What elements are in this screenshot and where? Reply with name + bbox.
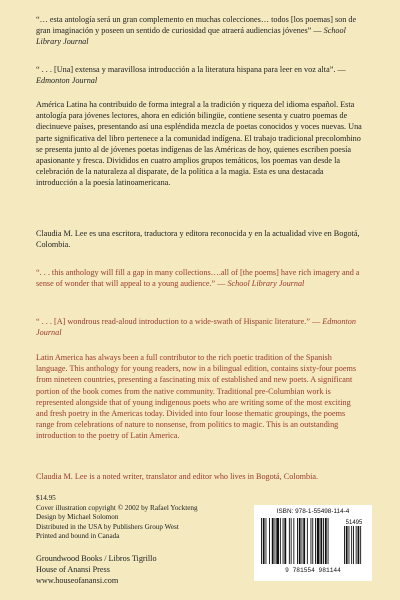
- spanish-description: América Latina ha contribuido de forma integral a la tradición y riqueza del idioma español. Esta antología para jóvenes lectores, ahora en edición bilingüe, contiene sesenta y cuatro poemas de diecinueve países, presentando así una espléndida mezcla de poetas conocidos y voces nuevas. Una parte significativa del libro pertenece a la comunidad indígena. El trabajo tradicional precolombino se presenta junto al de jóvenes poetas indígenas de las Américas de hoy, quienes escriben poesía apasionante y fresca. Divididos en cuatro amplios grupos temáticos, los poemas van desde la celebración de la naturaleza al disparate, de la política a la magia. Esta es una destacada introducción a la poesía latinoamericana.: [36, 100, 362, 188]
- barcode-bar: [272, 518, 274, 564]
- printing-credit: Printed and bound in Canada: [36, 532, 120, 541]
- addon-bar: [353, 526, 354, 564]
- barcode-bar: [312, 518, 313, 564]
- english-description: Latin America has always been a full contributor to the rich poetic tradition of the Spanish language. This anthology for young readers, now in a bilingual edition, contains sixty-four poems from nineteen countries, presenting a fascinating mix of established and new poets. A significant portion of the book comes from the native community. Traditional pre-Columbian work is represented alongside that of young indigenous poets who are writing some of the most exciting and fresh poetry in the Americas today. Divided into four loose thematic groupings, the poems range from celebrations of nature to nonsense, from politics to magic. This is an outstanding introduction to the poetry of Latin America.: [36, 353, 357, 441]
- english-quote-1-source: School Library Journal: [227, 279, 305, 289]
- spanish-quote-2-text: “ . . . [Una] extensa y maravillosa introducción a la literatura hispana para leer en voz alta”.: [36, 65, 336, 74]
- barcode-bar: [275, 518, 276, 564]
- spanish-author-bio: Claudia M. Lee es una escritora, traductora y editora reconocida y en la actualidad vive en Bogotá, Colombia.: [36, 229, 360, 250]
- english-quote-2-text: “ . . . [A] wondrous read-aloud introduction to a wide-swath of Hispanic literature.”: [36, 317, 310, 326]
- barcode-bar: [276, 518, 279, 564]
- english-quote-1-text: “. . . this anthology will fill a gap in many collections….all of [the poems] have rich imagery and a sense of wonder that will appeal to a young audience.”: [36, 268, 360, 289]
- barcode-bar: [280, 518, 281, 564]
- english-quote-1: “. . . this anthology will fill a gap in many collections….all of [the poems] have rich imagery and a sense of wonder that will appeal to a young audience.” — School Library Journal: [36, 268, 360, 289]
- publisher-website: www.houseofanansi.com: [36, 576, 119, 586]
- barcode-bar: [299, 518, 301, 564]
- cover-illustration-credit: Cover illustration copyright © 2002 by Rafael Yockteng: [36, 503, 198, 512]
- spanish-quote-1-text: “… esta antología será un gran complemento en muchas colecciones… todos [los poemas] son de gran imaginación y poseen un sentido de curiosidad que atraerá audiencias jóvenes”: [36, 15, 357, 36]
- publisher-name: Groundwood Books / Libros Tigrillo: [36, 554, 157, 563]
- addon-bar: [349, 526, 350, 564]
- spanish-quote-1: “… esta antología será un gran complemento en muchas colecciones… todos [los poemas] son de gran imaginación y poseen un sentido de curiosidad que atraerá audiencias jóvenes” — School Library Journal: [36, 15, 357, 47]
- english-author-bio: Claudia M. Lee is a noted writer, translator and editor who lives in Bogotá, Colombia.: [36, 472, 319, 481]
- addon-bar: [360, 526, 361, 564]
- credits-block: [36, 494, 256, 542]
- barcode-digits: 9 781554 981144: [285, 567, 341, 574]
- barcode: [254, 505, 372, 581]
- spanish-quote-2: “ . . . [Una] extensa y maravillosa introducción a la literatura hispana para leer en voz alta”. — Edmonton Journal: [36, 65, 346, 86]
- addon-code: 51495: [345, 520, 363, 526]
- barcode-bar: [291, 518, 292, 564]
- barcode-bar: [297, 518, 298, 564]
- barcode-bar: [283, 518, 284, 564]
- barcode-bar: [323, 518, 324, 564]
- barcode-bar: [315, 518, 316, 564]
- barcode-bar: [317, 518, 320, 564]
- english-quote-2: “ . . . [A] wondrous read-aloud introduction to a wide-swath of Hispanic literature.” — Edmonton Journal: [36, 317, 356, 338]
- barcode-bar: [302, 518, 303, 564]
- publisher-block: [36, 553, 256, 587]
- distribution-credit: Distributed in the USA by Publishers Group West: [36, 522, 179, 531]
- addon-bar: [344, 526, 345, 564]
- barcode-bar: [328, 518, 329, 564]
- isbn-label: ISBN: 978-1-55498-114-4: [276, 508, 350, 515]
- barcode-bar: [320, 518, 322, 564]
- barcode-bar: [311, 518, 312, 564]
- barcode-bar: [325, 518, 327, 564]
- barcode-bar: [261, 518, 262, 564]
- spanish-quote-1-source: School Library Journal: [36, 26, 346, 47]
- english-quote-2-source: Edmonton Journal: [36, 317, 356, 338]
- barcode-bar: [307, 518, 308, 564]
- barcode-bar: [293, 518, 294, 564]
- addon-bar: [356, 526, 357, 564]
- spanish-quote-2-source: Edmonton Journal: [36, 76, 98, 86]
- barcode-bar: [266, 518, 267, 564]
- barcode-bar: [284, 518, 286, 564]
- design-credit: Design by Michael Solomon: [36, 513, 119, 522]
- barcode-bar: [289, 518, 290, 564]
- barcode-bars: [260, 518, 366, 567]
- addon-bar: [358, 526, 360, 564]
- barcode-bar: [263, 518, 265, 564]
- price: $14.95: [36, 494, 56, 502]
- barcode-bar: [303, 518, 305, 564]
- addon-bar: [346, 526, 348, 564]
- publisher-press: House of Anansi Press: [36, 565, 110, 575]
- addon-bar: [351, 526, 352, 564]
- barcode-bar: [269, 518, 270, 564]
